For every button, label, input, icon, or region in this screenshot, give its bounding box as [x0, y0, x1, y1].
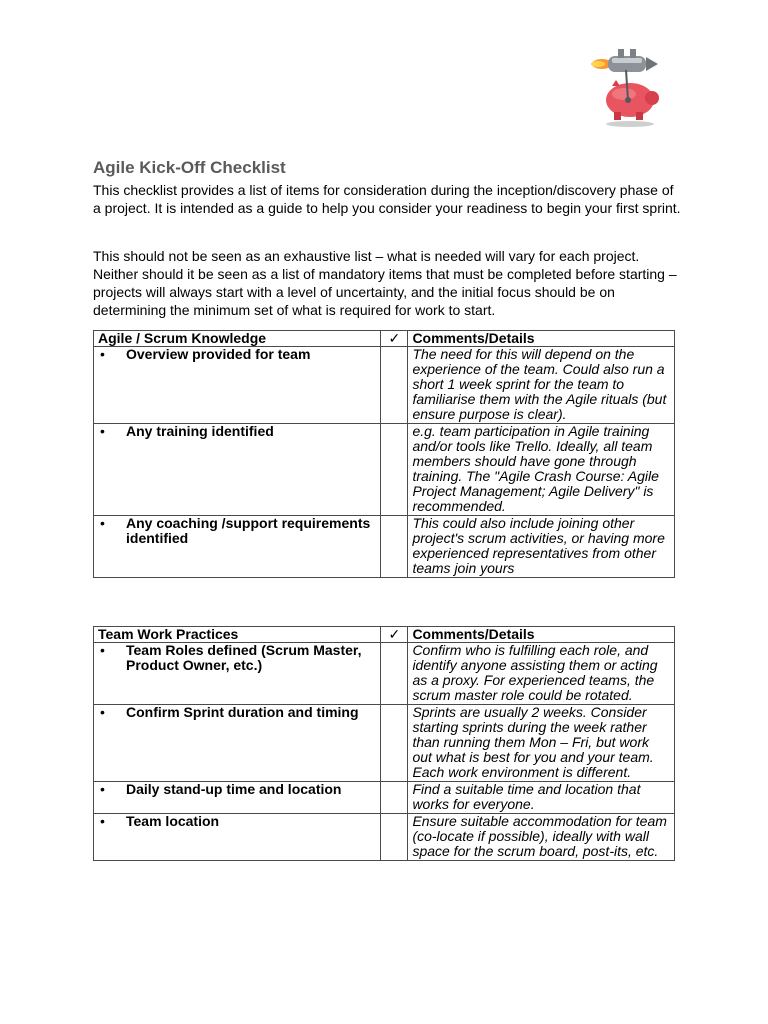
comment-text: This could also include joining other project's scrum activities, or having more experienced representatives from other teams join yours — [412, 515, 665, 576]
table-row — [94, 516, 675, 578]
column-header-item: Team Work Practices — [94, 627, 381, 643]
item-label: Confirm Sprint duration and timing — [126, 704, 359, 720]
item-cell — [94, 347, 381, 424]
comment-cell — [408, 643, 675, 705]
column-header-check: ✓ — [381, 627, 408, 643]
intro-paragraph: This should not be seen as an exhaustive list – what is needed will vary for each project. Neither should it be seen as a list of mandatory items that must be completed before starting – projects will always start with a level of uncertainty, and the initial focus should be on determining the minimum set of what is required for work to start. — [93, 248, 677, 318]
item-cell — [94, 782, 381, 814]
item-cell — [94, 516, 381, 578]
item-cell — [94, 814, 381, 861]
bullet-icon: • — [100, 781, 105, 797]
comment-text: Confirm who is fulfilling each role, and identify anyone assisting them or acting as a proxy. For experienced teams, the scrum master role could be rotated. — [412, 642, 658, 703]
column-header-item: Agile / Scrum Knowledge — [94, 331, 381, 347]
check-cell[interactable] — [381, 782, 408, 814]
bullet-icon: • — [100, 642, 105, 658]
table-row — [94, 782, 675, 814]
column-header-comments: Comments/Details — [408, 627, 675, 643]
item-label: Daily stand-up time and location — [126, 781, 342, 797]
rocket-piggy-bank-icon — [588, 40, 664, 130]
item-cell — [94, 643, 381, 705]
check-cell[interactable] — [381, 643, 408, 705]
item-label: Team Roles defined (Scrum Master, Product Owner, etc.) — [126, 642, 362, 673]
table-header-row — [94, 331, 675, 347]
check-cell[interactable] — [381, 516, 408, 578]
comment-cell — [408, 705, 675, 782]
bullet-icon: • — [100, 515, 105, 531]
table-header-row — [94, 627, 675, 643]
item-label: Team location — [126, 813, 220, 829]
item-label: Any coaching /support requirements identified — [126, 515, 371, 546]
check-cell[interactable] — [381, 347, 408, 424]
checklist-table-agile-knowledge — [93, 330, 675, 578]
check-cell[interactable] — [381, 814, 408, 861]
comment-cell — [408, 782, 675, 814]
comment-text: Find a suitable time and location that works for everyone. — [412, 781, 641, 812]
item-label: Any training identified — [126, 423, 274, 439]
bullet-icon: • — [100, 813, 105, 829]
page-title: Agile Kick-Off Checklist — [93, 158, 286, 177]
check-cell[interactable] — [381, 424, 408, 516]
comment-text: The need for this will depend on the experience of the team. Could also run a short 1 week sprint for the team to familiarise them with the Agile rituals (but ensure purpose is clear). — [412, 346, 667, 422]
table-row — [94, 643, 675, 705]
table-row — [94, 347, 675, 424]
table-row — [94, 424, 675, 516]
column-header-check: ✓ — [381, 331, 408, 347]
table-row — [94, 814, 675, 861]
item-cell — [94, 705, 381, 782]
comment-cell — [408, 347, 675, 424]
item-cell — [94, 424, 381, 516]
table-row — [94, 705, 675, 782]
comment-text: e.g. team participation in Agile training and/or tools like Trello. Ideally, all team members should have gone through training. The "Agile Crash Course: Agile Project Management; Agile Delivery" is recommended. — [412, 423, 659, 514]
column-header-comments: Comments/Details — [408, 331, 675, 347]
comment-cell — [408, 424, 675, 516]
comment-cell — [408, 814, 675, 861]
comment-text: Sprints are usually 2 weeks. Consider starting sprints during the week rather than running them Mon – Fri, but work out what is best for you and your team. Each work environment is different. — [412, 704, 654, 780]
intro-paragraph: This checklist provides a list of items for consideration during the inception/discovery phase of a project. It is intended as a guide to help you consider your readiness to begin your first sprint. — [93, 182, 681, 216]
bullet-icon: • — [100, 704, 105, 720]
comment-text: Ensure suitable accommodation for team (co-locate if possible), ideally with wall space for the scrum board, post-its, etc. — [412, 813, 667, 859]
bullet-icon: • — [100, 423, 105, 439]
bullet-icon: • — [100, 346, 105, 362]
comment-cell — [408, 516, 675, 578]
check-cell[interactable] — [381, 705, 408, 782]
checklist-table-team-practices — [93, 626, 675, 861]
item-label: Overview provided for team — [126, 346, 311, 362]
